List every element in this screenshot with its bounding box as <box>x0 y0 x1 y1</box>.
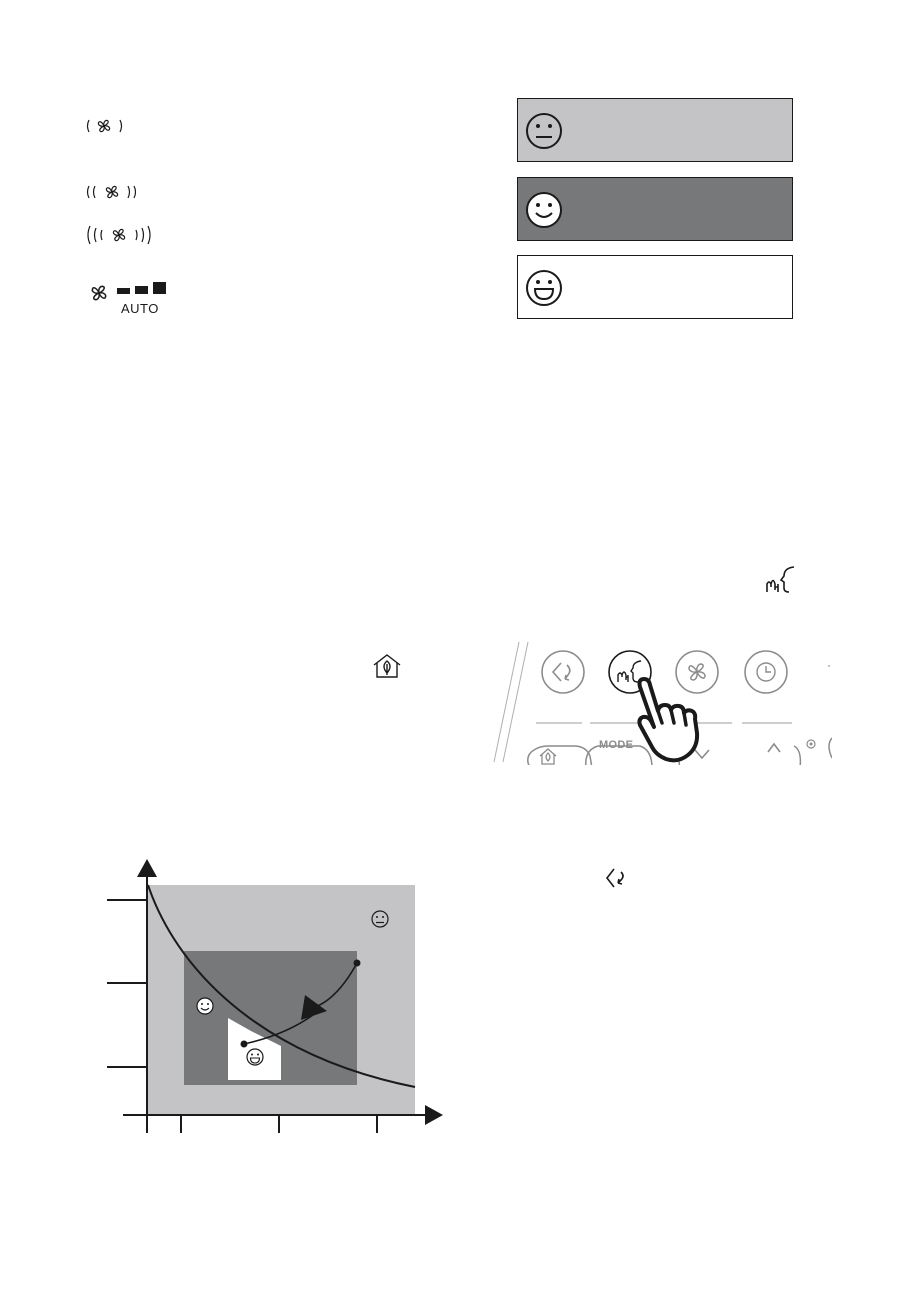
grin-face-icon <box>524 268 564 308</box>
fan-speed-low-icon <box>86 117 126 135</box>
fan-speed-high-icon <box>86 224 152 246</box>
control-panel <box>492 640 832 765</box>
swing-button[interactable] <box>540 649 586 695</box>
auto-label: AUTO <box>121 301 159 316</box>
mode-label: MODE <box>599 739 634 751</box>
comfort-level-low <box>517 98 793 162</box>
swing-icon <box>604 866 628 890</box>
start-point <box>354 960 361 967</box>
end-point <box>241 1041 248 1048</box>
comfort-diagram <box>95 855 445 1135</box>
comfort-level-mid <box>517 177 793 241</box>
fan-speed-medium-icon <box>86 183 138 201</box>
smile-face-icon <box>197 998 213 1014</box>
y-axis-arrow <box>137 859 157 877</box>
humidity-face-icon <box>764 565 798 595</box>
neutral-face-icon <box>524 111 564 151</box>
x-axis-arrow <box>425 1105 443 1125</box>
eco-home-icon <box>371 653 403 679</box>
pointing-hand-icon <box>632 675 722 765</box>
up-button[interactable] <box>744 728 804 765</box>
smile-face-icon <box>524 190 564 230</box>
timer-button[interactable] <box>743 649 789 695</box>
comfort-level-high <box>517 255 793 319</box>
